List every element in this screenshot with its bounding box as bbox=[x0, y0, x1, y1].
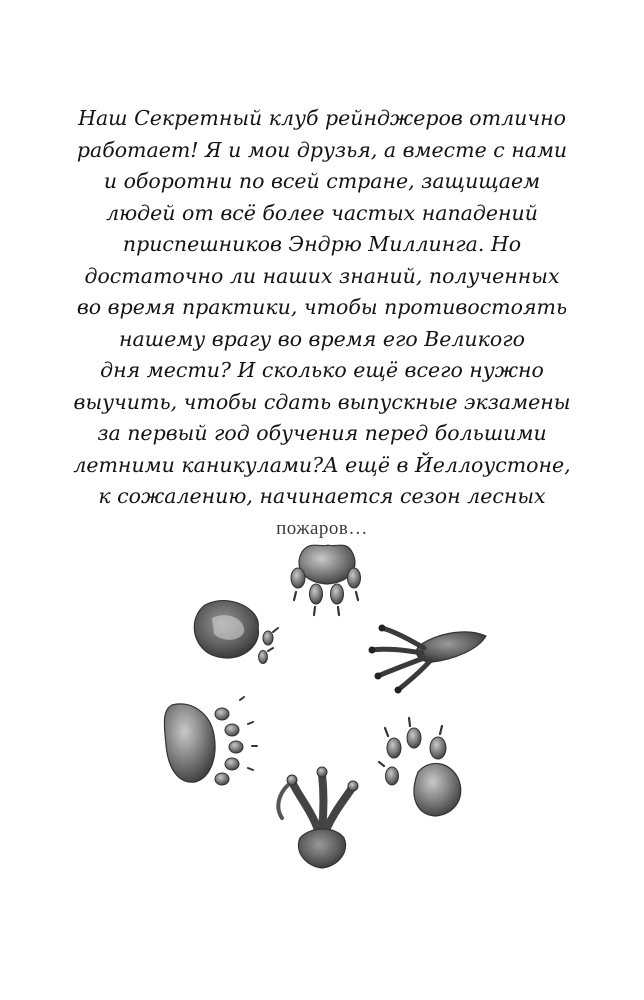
text-line-last: пожаров… bbox=[276, 517, 368, 539]
text-line: за первый год обучения перед большими bbox=[97, 421, 547, 445]
text-line: людей от всё более частых нападений bbox=[106, 200, 538, 225]
bird-foot-print-icon bbox=[278, 767, 358, 868]
text-line: дня мести? И сколько ещё всего нужно bbox=[100, 358, 544, 382]
beaver-paw-print-icon bbox=[194, 601, 278, 664]
blurb-paragraph bbox=[60, 103, 584, 544]
animal-tracks-illustration bbox=[0, 530, 644, 890]
text-line: Наш Секретный клуб рейнджеров отлично bbox=[78, 106, 566, 130]
text-line: работает! Я и мои друзья, а вместе с нами bbox=[76, 137, 568, 162]
wolf-paw-print-icon bbox=[291, 545, 361, 615]
text-line: выучить, чтобы сдать выпускные экзамены bbox=[73, 389, 571, 414]
text-line: достаточно ли наших знаний, полученных bbox=[84, 263, 560, 288]
text-line: нашему врагу во время его Великого bbox=[119, 326, 525, 351]
text-line: приспешников Эндрю Миллинга. Но bbox=[122, 232, 522, 256]
clawed-track-icon bbox=[369, 625, 487, 694]
dog-paw-print-icon bbox=[379, 718, 461, 816]
text-line: летними каникулами?А ещё в Йеллоустоне, bbox=[73, 452, 571, 477]
text-line: к сожалению, начинается сезон лесных bbox=[98, 484, 546, 508]
text-line: и оборотни по всей стране, защищаем bbox=[103, 169, 541, 193]
text-line: во время практики, чтобы противостоять bbox=[76, 295, 568, 319]
bear-paw-print-icon bbox=[164, 697, 257, 785]
